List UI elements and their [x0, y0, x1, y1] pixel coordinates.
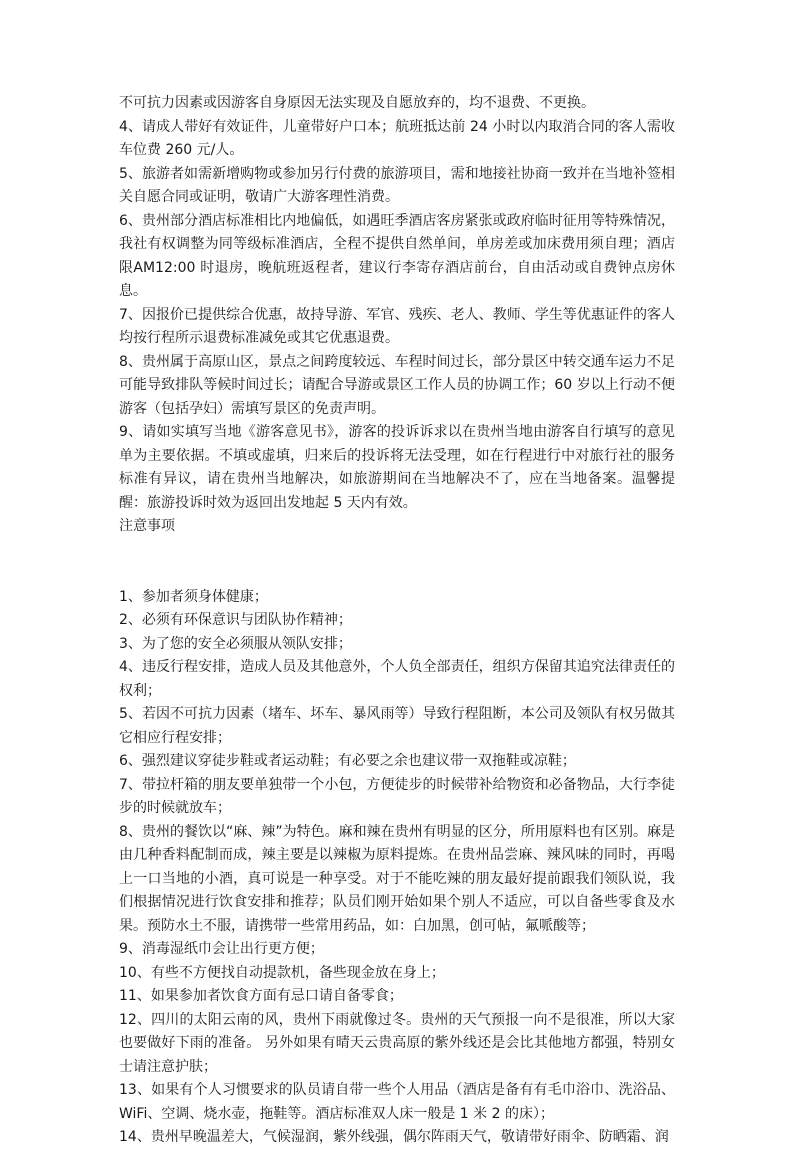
section-title: 注意事项 [119, 518, 175, 534]
paragraph: 5、旅游者如需新增购物或参加另行付费的旅游项目，需和地接社协商一致并在当地补签相关自愿合同或证明，敬请广大游客理性消费。 [119, 165, 675, 205]
document-body [119, 92, 675, 1150]
note-item: 1、参加者须身体健康； [119, 588, 268, 605]
note-item: 3、为了您的安全必须服从领队安排； [119, 635, 352, 652]
note-item: 11、如果参加者饮食方面有忌口请自备零食； [119, 988, 403, 1004]
note-item: 12、四川的太阳云南的风，贵州下雨就像过冬。贵州的天气预报一向不是很准，所以大家也要做好下雨的准备。 另外如果有晴天云贵高原的紫外线还是会比其他地方都强，特别女士请注意护肤； [119, 1011, 675, 1075]
paragraph: 6、贵州部分酒店标准相比内地偏低，如遇旺季酒店客房紧张或政府临时征用等特殊情况，我社有权调整为同等级标准酒店，全程不提供自然单间，单房差或加床费用须自理；酒店限AM12:00 时退房，晚航班返程者，建议行李寄存酒店前台，自由活动或自费钟点房休息。 [119, 212, 675, 299]
note-item: 7、带拉杆箱的朋友要单独带一个小包，方便徒步的时候带补给物资和必备物品，大行李徒步的时候就放车； [119, 776, 675, 816]
note-item: 10、有些不方便找自动提款机，备些现金放在身上； [119, 964, 445, 981]
note-item: 2、必须有环保意识与团队协作精神； [119, 612, 352, 628]
note-item: 8、贵州的餐饮以“麻、辣”为特色。麻和辣在贵州有明显的区分，所用原料也有区别。麻是由几种香料配制而成，辣主要是以辣椒为原料提炼。在贵州品尝麻、辣风味的同时，再喝上一口当地的小酒，真可说是一种享受。对于不能吃辣的朋友最好提前跟我们领队说，我们根据情况进行饮食安排和推荐；队员们刚开始如果个别人不适应，可以自备些零食及水果。预防水土不服，请携带一些常用药品，如：白加黑，创可帖，氟哌酸等； [119, 823, 675, 934]
note-item: 9、消毒湿纸巾会让出行更方便； [119, 941, 324, 957]
blank-spacer [119, 539, 675, 586]
note-item: 5、若因不可抗力因素（堵车、坏车、暴风雨等）导致行程阻断，本公司及领队有权另做其它相应行程安排； [119, 706, 675, 746]
paragraph: 9、请如实填写当地《游客意见书》，游客的投诉诉求以在贵州当地由游客自行填写的意见单为主要依据。不填或虚填，归来后的投诉将无法受理，如在行程进行中对旅行社的服务标准有异议，请在贵州当地解决，如旅游期间在当地解决不了，应在当地备案。温馨提醒：旅游投诉时效为返回出发地起 5 天内有效。 [119, 424, 675, 511]
note-item: 4、违反行程安排，造成人员及其他意外，个人负全部责任，组织方保留其追究法律责任的权利； [119, 659, 675, 699]
note-item: 13、如果有个人习惯要求的队员请自带一些个人用品（酒店是备有有毛巾浴巾、洗浴品、WiFi、空调、烧水壶，拖鞋等。酒店标准双人床一般是 1 米 2 的床）； [119, 1082, 675, 1122]
paragraph: 8、贵州属于高原山区，景点之间跨度较远、车程时间过长，部分景区中转交通车运力不足可能导致排队等候时间过长；请配合导游或景区工作人员的协调工作；60 岁以上行动不便游客（包括孕妇）需填写景区的免责声明。 [119, 353, 675, 417]
paragraph: 4、请成人带好有效证件，儿童带好户口本；航班抵达前 24 小时以内取消合同的客人需收车位费 260 元/人。 [119, 118, 675, 158]
paragraph: 7、因报价已提供综合优惠，故持导游、军官、残疾、老人、教师、学生等优惠证件的客人均按行程所示退费标准减免或其它优惠退费。 [119, 306, 675, 346]
paragraph: 不可抗力因素或因游客自身原因无法实现及自愿放弃的，均不退费、不更换。 [119, 95, 595, 111]
note-item: 14、贵州早晚温差大，气候湿润，紫外线强，偶尔阵雨天气，敬请带好雨伞、防晒霜、润 [119, 1129, 669, 1145]
note-item: 6、强烈建议穿徒步鞋或者运动鞋；有必要之余也建议带一双拖鞋或凉鞋； [119, 753, 576, 769]
